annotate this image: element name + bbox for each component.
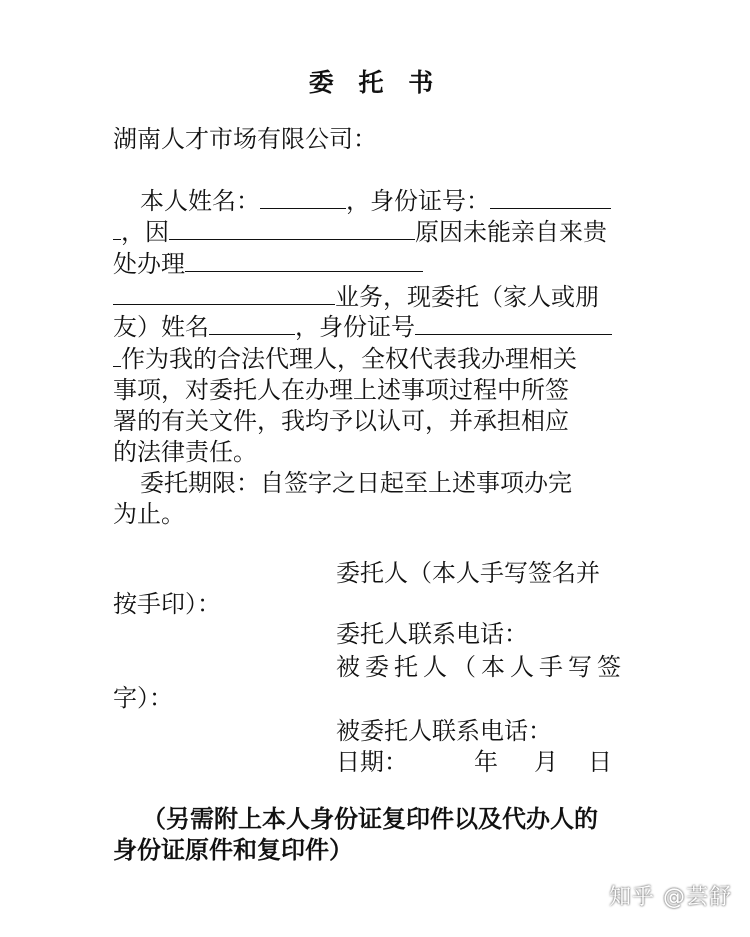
body-line-10: 委托期限：自签字之日起至上述事项办完 [140, 469, 572, 497]
attachment-note: （另需附上本人身份证复印件以及代办人的 [142, 805, 598, 833]
handle-label: 处办理 [113, 250, 185, 278]
body-line-1 [140, 185, 611, 217]
date-month: 月 [534, 748, 558, 776]
body-line-6 [113, 343, 577, 375]
date-day: 日 [588, 748, 612, 776]
date-label: 日期： [336, 748, 408, 776]
body-line-9: 的法律责任。 [113, 438, 257, 466]
signer-label: 委托人（本人手写签名并 [336, 559, 600, 587]
id-blank-cont [113, 217, 121, 240]
agent-sign-label: 被委托人（本人手写签 [336, 653, 626, 681]
body-line-4 [113, 281, 599, 313]
attachment-note-cont: 身份证原件和复印件） [113, 836, 353, 864]
id-label: ，身份证号： [346, 187, 490, 215]
agent-name-blank [209, 312, 295, 335]
reason-blank [169, 217, 415, 240]
body-line-11: 为止。 [113, 500, 185, 528]
agent-name-label: 友）姓名 [113, 313, 209, 341]
agent-id-label: ，身份证号 [295, 313, 415, 341]
business-blank-1 [185, 249, 423, 272]
body-line-5 [113, 311, 612, 343]
agent-phone-label: 被委托人联系电话： [336, 717, 552, 745]
reason-text: 原因未能亲自来贵 [415, 218, 607, 246]
name-blank [260, 186, 346, 209]
date-year: 年 [474, 748, 498, 776]
reason-label: ，因 [121, 218, 169, 246]
watermark: 知乎 @芸舒 [609, 885, 732, 910]
document-title: 委 托 书 [308, 68, 442, 97]
business-text: 业务，现委托（家人或朋 [335, 283, 599, 311]
agent-sign-label-cont: 字）： [113, 684, 173, 712]
body-line-2 [113, 216, 607, 248]
body-line-7: 事项，对委托人在办理上述事项过程中所签 [113, 376, 569, 404]
agent-id-blank-cont [113, 344, 121, 367]
id-blank [490, 186, 611, 209]
name-label: 本人姓名： [140, 187, 260, 215]
body-line-8: 署的有关文件，我均予以认可，并承担相应 [113, 407, 569, 435]
addressee: 湖南人才市场有限公司： [113, 125, 377, 153]
authority-text: 作为我的合法代理人，全权代表我办理相关 [121, 345, 577, 373]
signer-label-cont: 按手印）： [113, 590, 221, 618]
agent-id-blank [415, 312, 612, 335]
signer-phone-label: 委托人联系电话： [336, 620, 528, 648]
body-line-3 [113, 248, 423, 280]
business-blank-2 [113, 282, 335, 305]
